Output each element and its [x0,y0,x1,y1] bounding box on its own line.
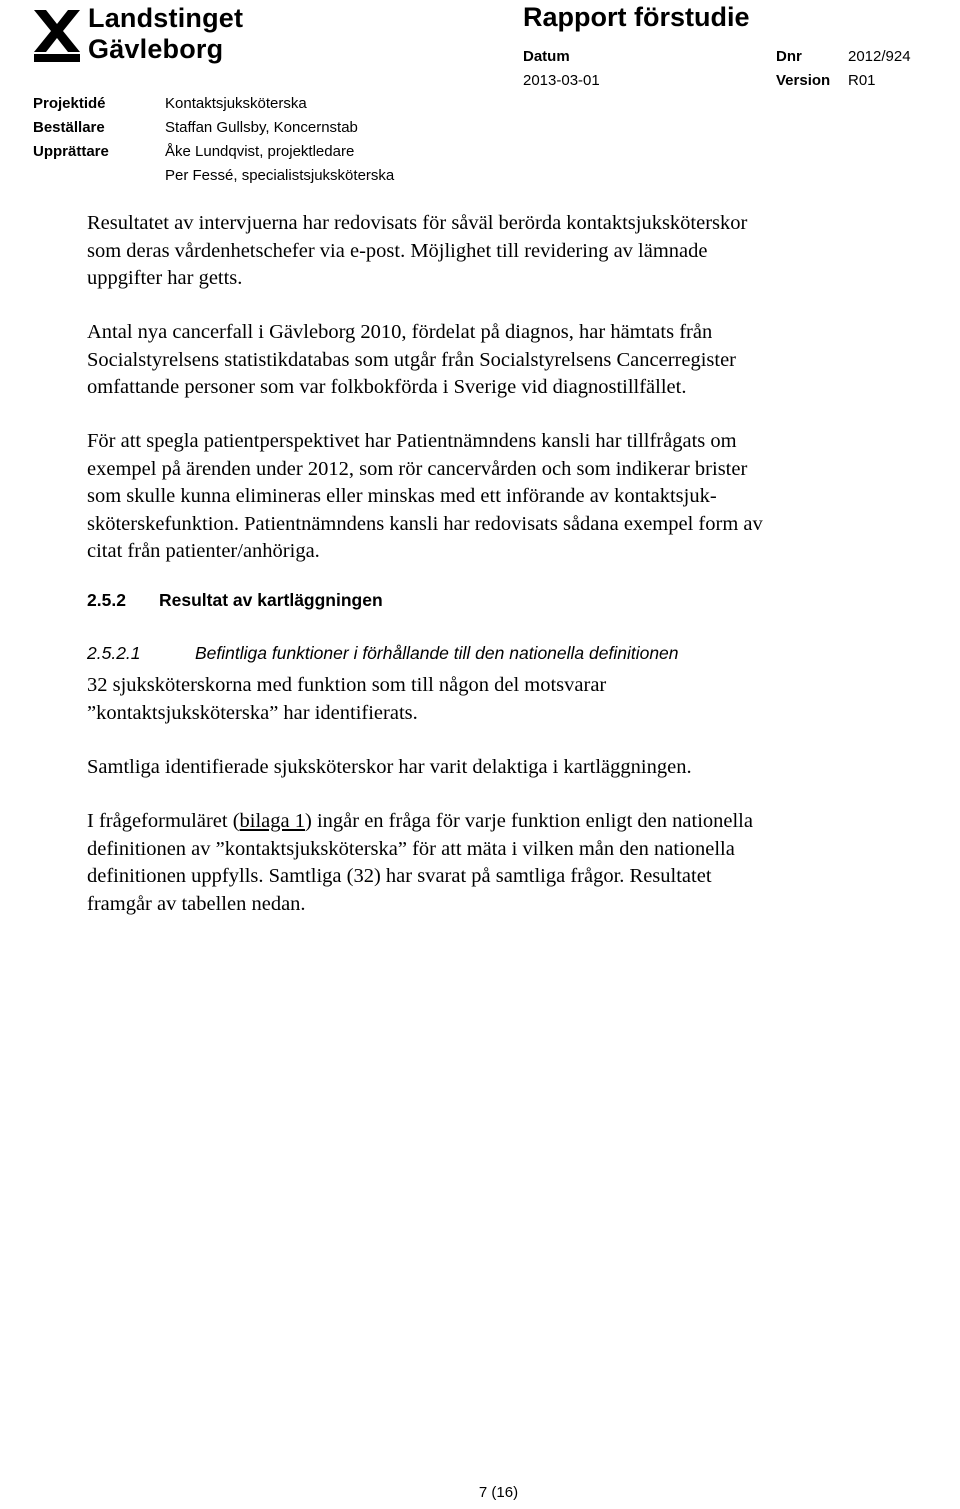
text-line: Samtliga identifierade sjuksköterskor har varit delaktiga i kartläggningen. [87,756,692,778]
text-line: definitionen uppfylls. Samtliga (32) har svarat på samtliga frågor. Resultatet [87,865,712,887]
paragraph-intervjuer [87,210,887,293]
text-line: som deras vårdenhetschefer via e-post. Möjlighet till revidering av lämnade [87,239,708,262]
bilaga-link[interactable]: bilaga 1 [239,810,305,832]
paragraph-delaktiga [87,754,887,782]
paragraph-cancerfall [87,319,887,402]
bestallare-label: Beställare [33,119,105,136]
version-value: R01 [848,72,876,89]
text-segment: I frågeformuläret ( [87,810,240,832]
text-line: definitionen av ”kontaktsjuksköterska” för att mäta i vilken mån den nationella [87,837,735,860]
section-number: 2.5.2 [87,590,126,610]
text-line: ”kontaktsjuksköterska” har identifierats. [87,701,418,724]
text-line: exempel på ärenden under 2012, som rör cancervården och som indikerar brister [87,457,748,480]
section-title: Resultat av kartläggningen [159,590,383,610]
text-line: sköterskefunktion. Patientnämndens kansli har redovisats sådana exempel form av [87,512,763,535]
text-line: framgår av tabellen nedan. [87,892,306,915]
text-line [87,808,887,836]
text-line: För att spegla patientperspektivet har Patientnämndens kansli har tillfrågats om [87,430,737,452]
subsection-title: Befintliga funktioner i förhållande till den nationella definitionen [195,643,679,663]
datum-value: 2013-03-01 [523,72,600,89]
text-line: 32 sjuksköterskorna med funktion som till någon del motsvarar [87,674,607,696]
version-label: Version [776,72,831,89]
upprattare-value-2: Per Fessé, specialistsjuksköterska [165,167,395,184]
upprattare-label: Upprättare [33,143,109,160]
projektide-label: Projektidé [33,95,106,112]
projektide-value: Kontaktsjuksköterska [165,95,307,112]
text-segment: ) ingår en fråga för varje funktion enligt den nationella [305,810,753,832]
logo [32,4,272,66]
page-number [0,1484,960,1501]
bestallare-value: Staffan Gullsby, Koncernstab [165,119,358,136]
upprattare-value-1: Åke Lundqvist, projektledare [165,143,355,160]
text-line: Socialstyrelsens statistikdatabas som utgår från Socialstyrelsens Cancerregister [87,348,736,371]
landstinget-logo-icon [32,6,82,64]
paragraph-frageformular [87,808,887,918]
text-line: uppgifter har getts. [87,267,243,289]
text-line: citat från patienter/anhöriga. [87,540,320,562]
text-line: som skulle kunna elimineras eller minskas med ett införande av kontaktsjuk- [87,485,717,507]
dnr-value: 2012/924 [848,48,911,65]
text-line: Resultatet av intervjuerna har redovisats för såväl berörda kontaktsjuksköterskor [87,212,748,234]
text-line: Antal nya cancerfall i Gävleborg 2010, fördelat på diagnos, har hämtats från [87,321,713,343]
subsection-number: 2.5.2.1 [87,643,141,663]
dnr-label: Dnr [776,48,802,65]
datum-label: Datum [523,48,570,65]
page-number-text: 7 (16) [478,1484,519,1501]
logo-line1: Landstinget [88,3,244,33]
text-line: omfattande personer som var folkbokförda i Sverige vid diagnostillfället. [87,376,687,398]
report-title: Rapport förstudie [523,2,750,32]
logo-line2: Gävleborg [88,34,224,64]
paragraph-identifierade [87,672,887,727]
paragraph-patientperspektiv [87,428,887,566]
